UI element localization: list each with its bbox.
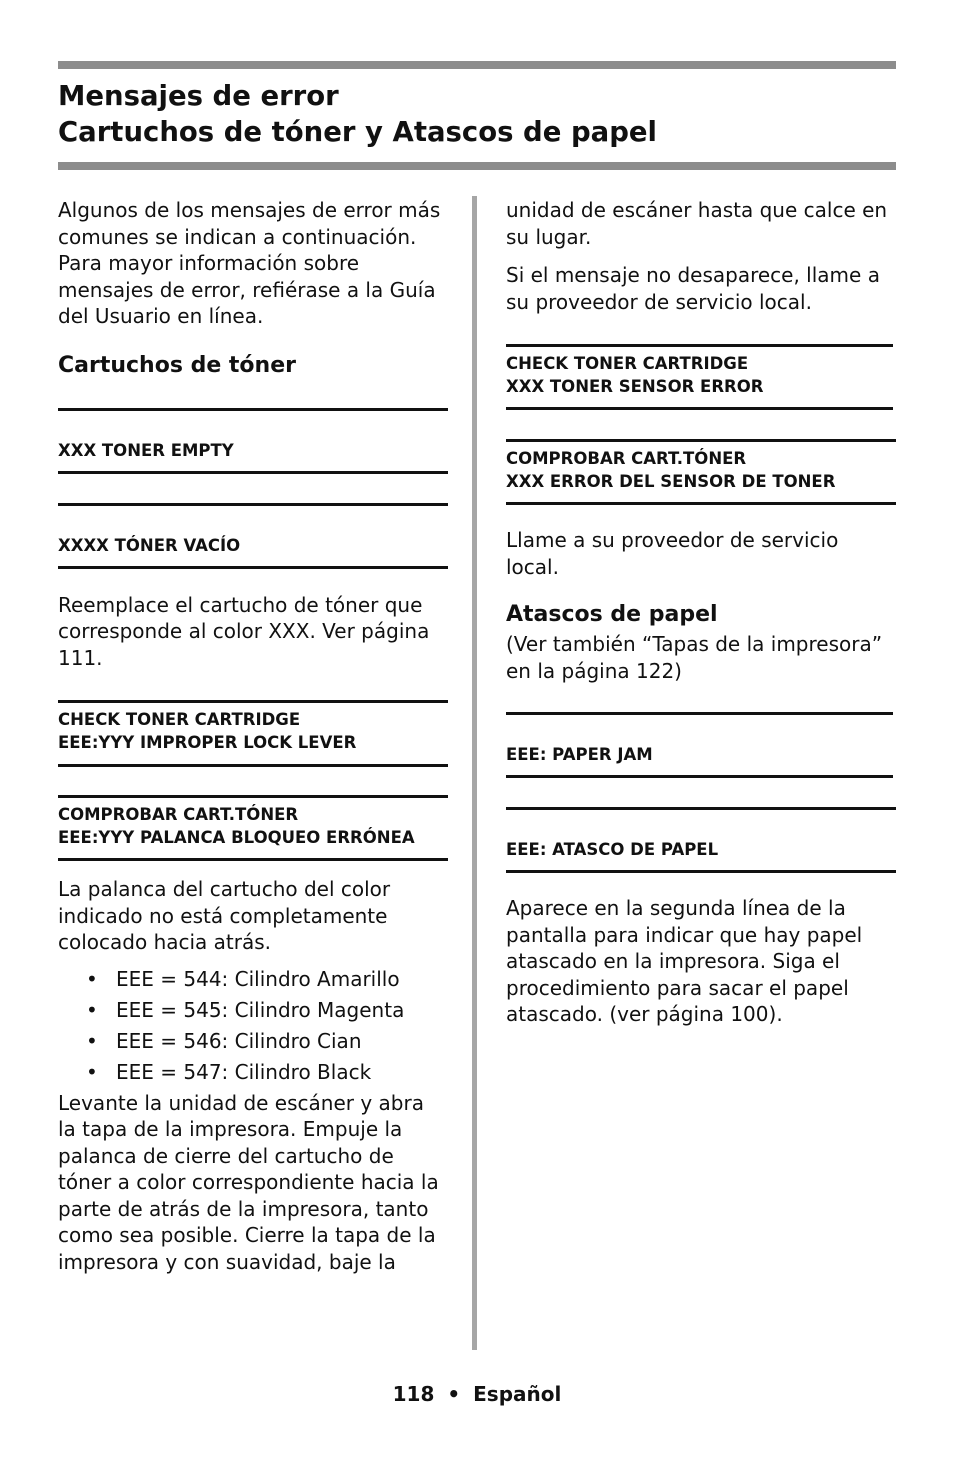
column-divider bbox=[472, 196, 477, 1350]
persist-paragraph: Si el mensaje no desaparece, llame a su proveedor de servicio local. bbox=[506, 263, 880, 314]
message-text: XXX TONER EMPTY bbox=[58, 440, 234, 460]
message-box-atasco bbox=[506, 807, 896, 873]
continued-paragraph: unidad de escáner hasta que calce en su lugar. bbox=[506, 198, 888, 249]
message-box-lock-lever-es bbox=[58, 795, 448, 861]
bullet-icon: • bbox=[86, 997, 98, 1022]
message-box-lock-lever-en bbox=[58, 700, 448, 767]
message-text-line-1: CHECK TONER CARTRIDGE bbox=[506, 354, 749, 373]
list-item: • EEE = 544: Cilindro Amarillo bbox=[58, 964, 448, 995]
bullet-icon: • bbox=[86, 966, 98, 991]
jam-paragraph: Aparece en la segunda línea de la pantalla para indicar que hay papel atascado en la impresora. Siga el procedimiento para sacar el papel atascado. (ver página 100). bbox=[506, 896, 863, 1026]
message-box-sensor-en bbox=[506, 344, 893, 410]
message-text-line-2: XXX TONER SENSOR ERROR bbox=[506, 377, 764, 396]
header-rule-top bbox=[58, 61, 896, 69]
message-text: EEE: ATASCO DE PAPEL bbox=[506, 840, 719, 859]
toner-heading: Cartuchos de tóner bbox=[58, 352, 296, 378]
message-text-line-2: EEE:YYY PALANCA BLOQUEO ERRÓNEA bbox=[58, 828, 415, 847]
message-text-line-1: COMPROBAR CART.TÓNER bbox=[58, 805, 299, 824]
message-text-line-1: COMPROBAR CART.TÓNER bbox=[506, 449, 747, 468]
call-paragraph: Llame a su proveedor de servicio local. bbox=[506, 528, 839, 579]
bullet-icon: • bbox=[86, 1028, 98, 1053]
jam-heading: Atascos de papel bbox=[506, 602, 718, 627]
message-box-sensor-es bbox=[506, 439, 896, 505]
message-box-toner-vacio bbox=[58, 503, 448, 569]
header-rule-bottom bbox=[58, 162, 896, 170]
page-footer bbox=[0, 1381, 954, 1407]
title-line-2: Cartuchos de tóner y Atascos de papel bbox=[58, 116, 657, 148]
replace-paragraph: Reemplace el cartucho de tóner que corresponde al color XXX. Ver página 111. bbox=[58, 592, 430, 670]
jam-reference: (Ver también “Tapas de la impresora” en la página 122) bbox=[506, 632, 883, 683]
right-column bbox=[506, 196, 896, 1028]
list-item: • EEE = 546: Cilindro Cian bbox=[58, 1026, 448, 1057]
lift-paragraph: Levante la unidad de escáner y abra la tapa de la impresora. Empuje la palanca de cierre del cartucho de tóner a color correspondiente hacia la parte de atrás de la impresora, tanto como sea posible. Cierre la tapa de la impresora y con suavidad, baje la bbox=[58, 1090, 439, 1274]
footer-separator: • bbox=[447, 1382, 461, 1406]
list-item: • EEE = 545: Cilindro Magenta bbox=[58, 995, 448, 1026]
message-box-paper-jam bbox=[506, 712, 893, 778]
left-column bbox=[58, 196, 448, 1275]
message-box-toner-empty bbox=[58, 408, 448, 474]
page-number: 118 bbox=[392, 1382, 435, 1406]
message-text-line-2: EEE:YYY IMPROPER LOCK LEVER bbox=[58, 733, 357, 752]
footer-language: Español bbox=[473, 1382, 562, 1406]
intro-paragraph: Algunos de los mensajes de error más comunes se indican a continuación. Para mayor información sobre mensajes de error, refiérase a la Guía del Usuario en línea. bbox=[58, 198, 441, 328]
message-text: EEE: PAPER JAM bbox=[506, 745, 653, 764]
message-text-line-1: CHECK TONER CARTRIDGE bbox=[58, 710, 301, 729]
cylinder-list bbox=[58, 964, 448, 1088]
list-item: • EEE = 547: Cilindro Black bbox=[58, 1057, 448, 1088]
title-line-1: Mensajes de error bbox=[58, 80, 339, 112]
message-text-line-2: XXX ERROR DEL SENSOR DE TONER bbox=[506, 472, 836, 491]
lever-paragraph: La palanca del cartucho del color indicado no está completamente colocado hacia atrás. bbox=[58, 877, 391, 954]
message-text: XXXX TÓNER VACÍO bbox=[58, 535, 241, 555]
bullet-icon: • bbox=[86, 1059, 98, 1084]
page-title bbox=[58, 78, 896, 150]
